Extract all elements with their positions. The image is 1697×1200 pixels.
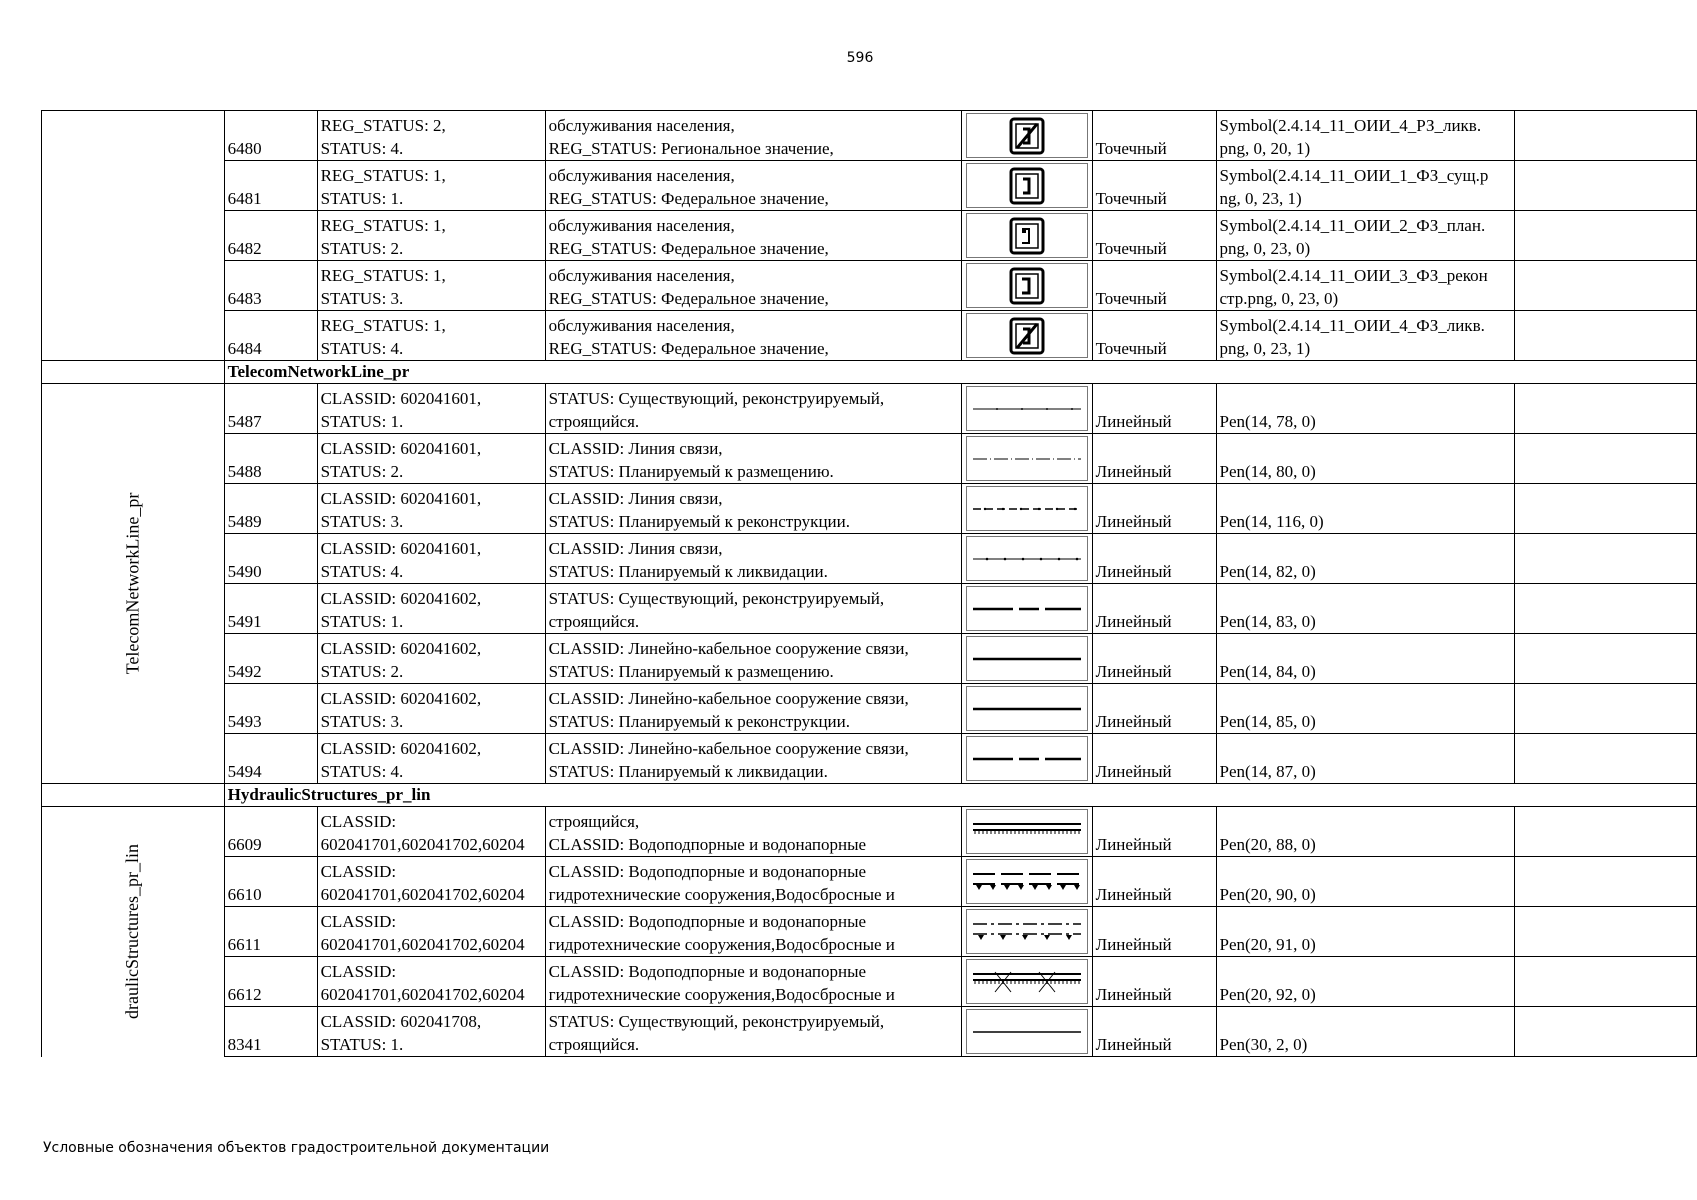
condition-cell [317,907,545,957]
condition-cell [317,211,545,261]
style-cell-line: Pen(14, 87, 0) [1219,762,1316,781]
empty-cell [1515,734,1697,784]
description-cell-line: строящийся, [548,812,640,831]
style-cell [1216,907,1515,957]
condition-cell-line: 602041701,602041702,60204 [320,885,525,904]
empty-cell [1515,484,1697,534]
condition-cell [317,584,545,634]
crossed-hatched-line-icon [966,959,1088,1004]
style-cell-line: Pen(14, 80, 0) [1219,462,1316,481]
condition-cell-line: CLASSID: [320,862,397,881]
description-cell [545,807,961,857]
description-cell-line: гидротехнические сооружения,Водосбросные и [548,985,895,1004]
symbol-cell [961,807,1092,857]
legend-row [42,434,1697,484]
style-cell-line: Symbol(2.4.14_11_ОИИ_4_РЗ_ликв. [1219,116,1482,135]
condition-cell-line: CLASSID: 602041602, [320,639,482,658]
thin-dash-dot-line-icon [966,436,1088,481]
object-code: 5494 [224,734,317,784]
condition-cell-line: CLASSID: 602041601, [320,489,482,508]
symbol-cell [961,684,1092,734]
legend-row [42,161,1697,211]
object-code: 5488 [224,434,317,484]
object-code: 5487 [224,384,317,434]
description-cell [545,161,961,211]
condition-cell-line: 602041701,602041702,60204 [320,935,525,954]
dashed-dotted-line-icon [966,486,1088,531]
condition-cell [317,684,545,734]
condition-cell [317,261,545,311]
geometry-type: Линейный [1092,684,1216,734]
condition-cell-line: CLASSID: 602041602, [320,739,482,758]
description-cell [545,311,961,361]
description-cell-line: обслуживания населения, [548,266,735,285]
condition-cell-line: CLASSID: 602041601, [320,389,482,408]
condition-cell-line: REG_STATUS: 1, [320,166,446,185]
condition-cell-line: STATUS: 1. [320,412,404,431]
style-cell-line: Pen(14, 82, 0) [1219,562,1316,581]
condition-cell [317,384,545,434]
description-cell-line: STATUS: Существующий, реконструируемый, [548,589,885,608]
description-cell [545,907,961,957]
description-cell-line: CLASSID: Линейно-кабельное сооружение связи, [548,739,909,758]
geometry-type: Линейный [1092,807,1216,857]
condition-cell-line: 602041701,602041702,60204 [320,985,525,1004]
description-cell [545,261,961,311]
section-header-spacer [42,784,225,807]
condition-cell-line: STATUS: 3. [320,512,404,531]
symbol-cell [961,534,1092,584]
empty-cell [1515,211,1697,261]
style-cell-line: Symbol(2.4.14_11_ОИИ_1_ФЗ_сущ.p [1219,166,1489,185]
condition-cell-line: REG_STATUS: 1, [320,316,446,335]
geometry-type: Линейный [1092,857,1216,907]
description-cell-line: обслуживания населения, [548,216,735,235]
empty-cell [1515,957,1697,1007]
empty-cell [1515,384,1697,434]
symbol-cell [961,111,1092,161]
object-code: 5493 [224,684,317,734]
geometry-type: Линейный [1092,957,1216,1007]
legend-row [42,534,1697,584]
dashed-triangle-line-icon [966,859,1088,904]
description-cell-line: обслуживания населения, [548,316,735,335]
object-code: 6484 [224,311,317,361]
condition-cell-line: STATUS: 4. [320,762,404,781]
empty-cell [1515,534,1697,584]
description-cell-line: обслуживания населения, [548,166,735,185]
style-cell [1216,734,1515,784]
style-cell-line: png, 0, 23, 0) [1219,239,1311,258]
description-cell-line: CLASSID: Водоподпорные и водонапорные [548,835,867,854]
condition-cell-line: STATUS: 3. [320,289,404,308]
geometry-type: Линейный [1092,484,1216,534]
empty-cell [1515,311,1697,361]
description-cell [545,634,961,684]
condition-cell [317,434,545,484]
style-cell-line: Pen(20, 88, 0) [1219,835,1316,854]
legend-row [42,484,1697,534]
thick-solid-line-icon [966,636,1088,681]
style-cell-line: png, 0, 20, 1) [1219,139,1311,158]
symbol-cell [961,161,1092,211]
hatched-double-line-icon [966,809,1088,854]
symbol-cell [961,907,1092,957]
thin-dot-marked-line-icon [966,536,1088,581]
style-cell [1216,684,1515,734]
layer-side-label [42,384,225,784]
section-header-spacer [42,361,225,384]
condition-cell [317,484,545,534]
style-cell-line: Pen(14, 85, 0) [1219,712,1316,731]
style-cell-line: Symbol(2.4.14_11_ОИИ_3_ФЗ_рекон [1219,266,1488,285]
condition-cell [317,311,545,361]
geometry-type: Линейный [1092,434,1216,484]
layer-side-label-text: TelecomNetworkLine_pr [122,492,143,675]
geometry-type: Точечный [1092,311,1216,361]
symbol-cell [961,484,1092,534]
description-cell-line: строящийся. [548,1035,640,1054]
description-cell [545,957,961,1007]
style-cell [1216,957,1515,1007]
style-cell-line: Symbol(2.4.14_11_ОИИ_2_ФЗ_план. [1219,216,1486,235]
description-cell-line: STATUS: Планируемый к ликвидации. [548,762,828,781]
style-cell-line: Pen(20, 90, 0) [1219,885,1316,904]
symbol-cell [961,634,1092,684]
empty-cell [1515,857,1697,907]
condition-cell-line: CLASSID: 602041708, [320,1012,482,1031]
description-cell-line: строящийся. [548,612,640,631]
description-cell [545,584,961,634]
legend-row [42,384,1697,434]
description-cell [545,384,961,434]
telecom-liquidated-icon [966,113,1088,158]
style-cell-line: Symbol(2.4.14_11_ОИИ_4_ФЗ_ликв. [1219,316,1485,335]
condition-cell [317,857,545,907]
description-cell-line: гидротехнические сооружения,Водосбросные и [548,935,895,954]
description-cell [545,734,961,784]
description-cell [545,684,961,734]
legend-row [42,907,1697,957]
legend-row [42,584,1697,634]
description-cell-line: обслуживания населения, [548,116,735,135]
condition-cell-line: STATUS: 1. [320,612,404,631]
symbol-cell [961,261,1092,311]
legend-row [42,807,1697,857]
condition-cell [317,957,545,1007]
description-cell-line: STATUS: Планируемый к реконструкции. [548,512,850,531]
legend-row [42,734,1697,784]
description-cell-line: гидротехнические сооружения,Водосбросные и [548,885,895,904]
layer-side-label-text: draulicStructures_pr_lin [122,844,143,1020]
condition-cell-line: CLASSID: [320,962,397,981]
telecom-reconstruct-icon [966,263,1088,308]
style-cell [1216,484,1515,534]
empty-cell [1515,584,1697,634]
geometry-type: Линейный [1092,634,1216,684]
geometry-type: Линейный [1092,534,1216,584]
object-code: 5491 [224,584,317,634]
layer-side-label [42,111,225,361]
legend-row [42,857,1697,907]
thick-gapped-line-icon [966,586,1088,631]
style-cell [1216,1007,1515,1057]
thin-solid-line-icon [966,1009,1088,1054]
condition-cell-line: CLASSID: [320,912,397,931]
telecom-existing-icon [966,163,1088,208]
style-cell [1216,161,1515,211]
object-code: 6609 [224,807,317,857]
description-cell-line: CLASSID: Водоподпорные и водонапорные [548,912,867,931]
object-code: 6480 [224,111,317,161]
condition-cell-line: STATUS: 2. [320,462,404,481]
style-cell-line: ng, 0, 23, 1) [1219,189,1302,208]
description-cell-line: REG_STATUS: Федеральное значение, [548,289,829,308]
section-header-filler [545,784,1696,807]
object-code: 6482 [224,211,317,261]
geometry-type: Точечный [1092,261,1216,311]
description-cell-line: STATUS: Планируемый к размещению. [548,462,834,481]
style-cell-line: Pen(30, 2, 0) [1219,1035,1308,1054]
description-cell [545,857,961,907]
section-header-row [42,361,1697,384]
empty-cell [1515,634,1697,684]
condition-cell-line: CLASSID: 602041602, [320,689,482,708]
description-cell [545,211,961,261]
symbol-cell [961,211,1092,261]
geometry-type: Линейный [1092,734,1216,784]
description-cell-line: CLASSID: Линейно-кабельное сооружение связи, [548,689,909,708]
description-cell-line: STATUS: Планируемый к реконструкции. [548,712,850,731]
condition-cell-line: CLASSID: 602041602, [320,589,482,608]
condition-cell-line: STATUS: 1. [320,189,404,208]
object-code: 5490 [224,534,317,584]
description-cell-line: CLASSID: Линия связи, [548,439,723,458]
condition-cell-line: CLASSID: 602041601, [320,439,482,458]
description-cell-line: STATUS: Планируемый к ликвидации. [548,562,828,581]
condition-cell [317,534,545,584]
description-cell-line: CLASSID: Линия связи, [548,489,723,508]
description-cell-line: CLASSID: Водоподпорные и водонапорные [548,862,867,881]
style-cell-line: Pen(14, 84, 0) [1219,662,1316,681]
symbol-cell [961,384,1092,434]
object-code: 5492 [224,634,317,684]
symbol-cell [961,1007,1092,1057]
empty-cell [1515,684,1697,734]
section-header-row [42,784,1697,807]
description-cell-line: CLASSID: Водоподпорные и водонапорные [548,962,867,981]
legend-row [42,111,1697,161]
legend-row [42,261,1697,311]
condition-cell-line: REG_STATUS: 2, [320,116,446,135]
condition-cell-line: STATUS: 4. [320,562,404,581]
description-cell [545,484,961,534]
description-cell [545,1007,961,1057]
condition-cell [317,1007,545,1057]
condition-cell [317,111,545,161]
condition-cell-line: CLASSID: [320,812,397,831]
condition-cell-line: REG_STATUS: 1, [320,216,446,235]
condition-cell-line: STATUS: 2. [320,662,404,681]
description-cell-line: REG_STATUS: Федеральное значение, [548,189,829,208]
telecom-planned-icon [966,213,1088,258]
object-code: 6610 [224,857,317,907]
geometry-type: Линейный [1092,384,1216,434]
legend-row [42,634,1697,684]
object-code: 6483 [224,261,317,311]
object-code: 8341 [224,1007,317,1057]
symbol-cell [961,311,1092,361]
empty-cell [1515,161,1697,211]
condition-cell-line: STATUS: 4. [320,339,404,358]
style-cell-line: стр.png, 0, 23, 0) [1219,289,1339,308]
legend-row [42,211,1697,261]
style-cell-line: Pen(14, 83, 0) [1219,612,1316,631]
page-number: 596 [846,50,874,66]
condition-cell [317,807,545,857]
section-header-label: HydraulicStructures_pr_lin [224,784,545,807]
object-code: 6612 [224,957,317,1007]
style-cell [1216,584,1515,634]
legend-row [42,311,1697,361]
condition-cell [317,734,545,784]
empty-cell [1515,1007,1697,1057]
style-cell [1216,434,1515,484]
empty-cell [1515,434,1697,484]
description-cell-line: STATUS: Существующий, реконструируемый, [548,389,885,408]
style-cell [1216,534,1515,584]
description-cell-line: STATUS: Планируемый к размещению. [548,662,834,681]
telecom-liquidated-icon [966,313,1088,358]
style-cell [1216,634,1515,684]
style-cell-line: Pen(14, 78, 0) [1219,412,1316,431]
thin-dotted-line-icon [966,386,1088,431]
legend-table [41,110,1697,1057]
description-cell [545,434,961,484]
empty-cell [1515,807,1697,857]
style-cell [1216,211,1515,261]
condition-cell-line: REG_STATUS: 1, [320,266,446,285]
description-cell [545,111,961,161]
object-code: 5489 [224,484,317,534]
condition-cell [317,634,545,684]
legend-row [42,1007,1697,1057]
dash-dot-triangle-line-icon [966,909,1088,954]
thick-gapped-line-icon [966,736,1088,781]
geometry-type: Точечный [1092,111,1216,161]
section-header-label: TelecomNetworkLine_pr [224,361,545,384]
description-cell-line: REG_STATUS: Федеральное значение, [548,239,829,258]
condition-cell-line: STATUS: 3. [320,712,404,731]
condition-cell-line: 602041701,602041702,60204 [320,835,525,854]
geometry-type: Точечный [1092,161,1216,211]
style-cell [1216,857,1515,907]
style-cell [1216,111,1515,161]
geometry-type: Линейный [1092,1007,1216,1057]
footer-caption: Условные обозначения объектов градостроительной документации [43,1140,550,1156]
geometry-type: Точечный [1092,211,1216,261]
symbol-cell [961,957,1092,1007]
description-cell [545,534,961,584]
object-code: 6481 [224,161,317,211]
object-code: 6611 [224,907,317,957]
symbol-cell [961,434,1092,484]
condition-cell-line: CLASSID: 602041601, [320,539,482,558]
description-cell-line: REG_STATUS: Федеральное значение, [548,339,829,358]
layer-side-label [42,807,225,1057]
condition-cell-line: STATUS: 1. [320,1035,404,1054]
condition-cell [317,161,545,211]
description-cell-line: строящийся. [548,412,640,431]
symbol-cell [961,584,1092,634]
symbol-cell [961,734,1092,784]
section-header-filler [545,361,1696,384]
style-cell-line: Pen(20, 92, 0) [1219,985,1316,1004]
style-cell [1216,807,1515,857]
description-cell-line: CLASSID: Линия связи, [548,539,723,558]
geometry-type: Линейный [1092,907,1216,957]
empty-cell [1515,907,1697,957]
style-cell-line: png, 0, 23, 1) [1219,339,1311,358]
style-cell [1216,384,1515,434]
legend-row [42,684,1697,734]
geometry-type: Линейный [1092,584,1216,634]
style-cell-line: Pen(20, 91, 0) [1219,935,1316,954]
thick-solid-line-icon [966,686,1088,731]
empty-cell [1515,111,1697,161]
legend-row [42,957,1697,1007]
condition-cell-line: STATUS: 4. [320,139,404,158]
style-cell-line: Pen(14, 116, 0) [1219,512,1324,531]
condition-cell-line: STATUS: 2. [320,239,404,258]
style-cell [1216,311,1515,361]
description-cell-line: STATUS: Существующий, реконструируемый, [548,1012,885,1031]
style-cell [1216,261,1515,311]
symbol-cell [961,857,1092,907]
description-cell-line: REG_STATUS: Региональное значение, [548,139,834,158]
description-cell-line: CLASSID: Линейно-кабельное сооружение связи, [548,639,909,658]
empty-cell [1515,261,1697,311]
